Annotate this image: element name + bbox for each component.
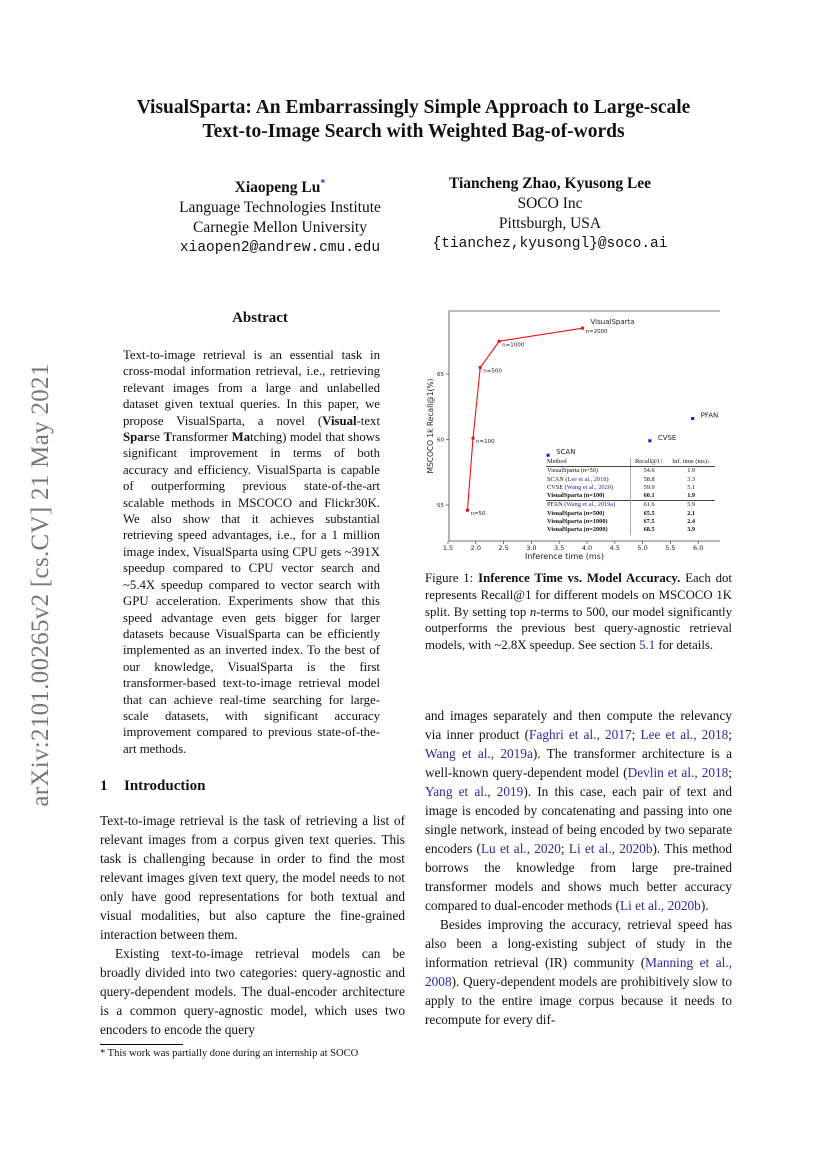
x-tick-label: 3.0 xyxy=(526,544,537,552)
footnote: * This work was partially done during an internship at SOCO xyxy=(100,1048,359,1059)
affiliation: Pittsburgh, USA xyxy=(498,215,602,232)
arxiv-stamp: arXiv:2101.00265v2 [cs.CV] 21 May 2021 xyxy=(27,363,54,807)
x-tick-label: 3.5 xyxy=(554,544,565,552)
author-name: Xiaopeng Lu xyxy=(234,179,321,197)
point-label: n=1000 xyxy=(502,342,525,349)
citation-link[interactable]: Wang et al., 2020 xyxy=(566,483,611,491)
y-tick-label: 60 xyxy=(437,437,444,444)
section-link[interactable]: 5.1 xyxy=(639,638,656,653)
citation-link[interactable]: Lu et al., 2020 xyxy=(480,841,561,856)
x-tick-label: 6.0 xyxy=(693,544,704,552)
point-label: n=100 xyxy=(476,439,495,446)
author-block-2 xyxy=(405,174,695,254)
section-heading-introduction: 1 Introduction xyxy=(100,778,206,794)
table-row: VisualSparta (n=2000) 68.5 3.9 xyxy=(547,526,696,534)
citation-link[interactable]: Manning et al., 2008 xyxy=(425,955,732,989)
point-label: n=2000 xyxy=(585,329,608,336)
citation-link[interactable]: Devlin et al., 2018 xyxy=(627,765,729,780)
footnote-divider xyxy=(100,1044,183,1045)
x-tick-label: 5.5 xyxy=(665,544,676,552)
abstract-text: Text-to-image retrieval is an essential task in cross-modal information retrieval, i.e., retrieving relevant images from a large and unlabelled dataset given textual queries. In this paper, we propose VisualSparta, a novel (Visual-text Sparse Transformer Matching) model that shows significant improvement in terms of both accuracy and efficiency. VisualSparta is capable of outperforming previous state-of-the-art scalable methods in MSCOCO and Flickr30K. We also show that it achieves substantial retrieving speed advantages, i.e., for a 1 million image index, VisualSparta using CPU gets ~391X speedup compared to CPU vector search and ~5.4X speedup compared to vector search with GPU acceleration. Experiments show that this speed advantage even gets bigger for larger datasets because VisualSparta can be efficiently implemented as an inverted index. To the best of our knowledge, VisualSparta is the first transformer-based text-to-image retrieval model that can achieve real-time searching for large-scale datasets, with significant accuracy improvement compared to previous state-of-the-art methods. xyxy=(123,348,380,756)
x-tick-label: 5.0 xyxy=(637,544,648,552)
paragraph: Besides improving the accuracy, retrieval speed has also been a long-existing subject of study in the information retrieval (IR) community (Manning et al., 2008). Query-dependent models are prohibitively slow to apply to the entire image corpus because it needs to recompute for every dif- xyxy=(425,917,732,1027)
x-tick-label: 1.5 xyxy=(442,544,454,552)
author-email: xiaopen2@andrew.cmu.edu xyxy=(179,240,381,257)
data-point xyxy=(466,509,469,512)
citation-link[interactable]: Li et al., 2020b xyxy=(619,898,701,913)
column-header: Inf. time (ms)↓ xyxy=(667,458,715,467)
introduction-text xyxy=(100,811,405,1039)
table-row: VisualSparta (n=50) 54.6 1.9 xyxy=(547,467,696,475)
x-tick-label: 2.0 xyxy=(470,544,481,552)
citation-link[interactable]: Lee et al., 2018 xyxy=(567,475,607,483)
citation-link[interactable]: Wang et al., 2019a xyxy=(566,501,614,509)
column-header: Method xyxy=(546,458,631,467)
citation-link[interactable]: Li et al., 2020b xyxy=(568,841,653,856)
data-point xyxy=(498,340,501,343)
author-name: Tiancheng Zhao, Kyusong Lee xyxy=(448,175,652,192)
citation-link[interactable]: Yang et al., 2019 xyxy=(425,784,524,799)
right-column-text xyxy=(425,706,732,1029)
author-block-1 xyxy=(140,174,420,258)
column-header: Recall@1↑ xyxy=(631,458,668,467)
point-label: n=50 xyxy=(470,511,486,518)
citation-link[interactable]: Lee et al., 2018 xyxy=(640,727,729,742)
inset-results-table xyxy=(546,458,715,535)
paper-title: VisualSparta: An Embarrassingly Simple Approach to Large-scale Text-to-Image Search with Weighted Bag-of-words xyxy=(136,97,691,142)
y-tick-label: 55 xyxy=(437,503,444,509)
table-row: VisualSparta (n=500) 65.5 2.1 xyxy=(547,509,696,517)
x-tick-label: 2.5 xyxy=(498,544,509,552)
affiliation: SOCO Inc xyxy=(517,195,583,212)
data-point xyxy=(472,437,475,440)
table-row: SCAN (Lee et al., 2018) 58.8 3.3 xyxy=(547,475,696,483)
x-tick-label: 4.0 xyxy=(581,544,593,552)
paragraph: and images separately and then compute the relevancy via inner product (Faghri et al., 2017; Lee et al., 2018; Wang et al., 2019a). The transformer architecture is a well-known query-dependent model (Devlin et al., 2018; Yang et al., 2019). In this case, each pair of text and image is encoded by concatenating and passing into one single network, instead of being encoded by two separate encoders (Lu et al., 2020; Li et al., 2020b). This method borrows the knowledge from large pre-trained transformer models and shows much better accuracy compared to dual-encoder methods (Li et al., 2020b). xyxy=(425,708,733,913)
data-point xyxy=(581,327,584,330)
citation-link[interactable]: Wang et al., 2019a xyxy=(425,746,533,761)
series-annotation: VisualSparta xyxy=(590,318,635,327)
paragraph: Text-to-image retrieval is the task of retrieving a list of relevant images from a corpus given text queries. This task is challenging because in order to find the most relevant images given text query, the model needs to not only have good representations for both textual and visual modalities, but also capture the fine-grained interaction between them. xyxy=(100,813,405,942)
table-row: PFAN (Wang et al., 2019a) 61.6 5.9 xyxy=(546,501,715,510)
figure-1-chart xyxy=(420,305,730,565)
y-tick-label: 65 xyxy=(437,372,444,378)
paragraph: Existing text-to-image retrieval models can be broadly divided into two categories: query-agnostic and query-dependent models. The dual-encoder architecture is a common query-agnostic model, which uses two encoders to encode the query xyxy=(100,946,405,1037)
footnote-mark[interactable]: * xyxy=(320,178,326,189)
data-point xyxy=(547,454,550,457)
x-tick-label: 4.5 xyxy=(609,544,620,552)
y-axis-label: MSCOCO 1k Recall@1(%) xyxy=(426,378,435,474)
affiliation: Carnegie Mellon University xyxy=(193,219,367,237)
x-axis-label: Inference time (ms) xyxy=(525,552,604,561)
point-label: CVSE xyxy=(657,433,677,442)
data-point xyxy=(648,439,651,442)
data-point xyxy=(691,417,694,420)
abstract-heading: Abstract xyxy=(232,310,288,326)
affiliation: Language Technologies Institute xyxy=(179,199,381,217)
figure-1-caption: Figure 1: Inference Time vs. Model Accuracy. Each dot represents Recall@1 for different models on MSCOCO 1K split. By setting top n-terms to 500, our model significantly outperforms the previous best query-agnostic retrieval models, with ~2.8X speedup. See section 5.1 for details. xyxy=(425,571,732,653)
data-point xyxy=(479,366,482,369)
table-row: VisualSparta (n=100) 60.1 1.9 xyxy=(547,492,696,500)
citation-link[interactable]: Faghri et al., 2017 xyxy=(529,727,632,742)
table-row: CVSE (Wang et al., 2020) 59.9 5.1 xyxy=(547,483,696,491)
table-row: VisualSparta (n=1000) 67.5 2.4 xyxy=(547,518,696,526)
author-email: {tianchez,kyusongl}@soco.ai xyxy=(432,236,668,252)
point-label: n=500 xyxy=(483,368,502,375)
point-label: SCAN xyxy=(556,448,576,457)
point-label: PFAN xyxy=(700,411,719,420)
